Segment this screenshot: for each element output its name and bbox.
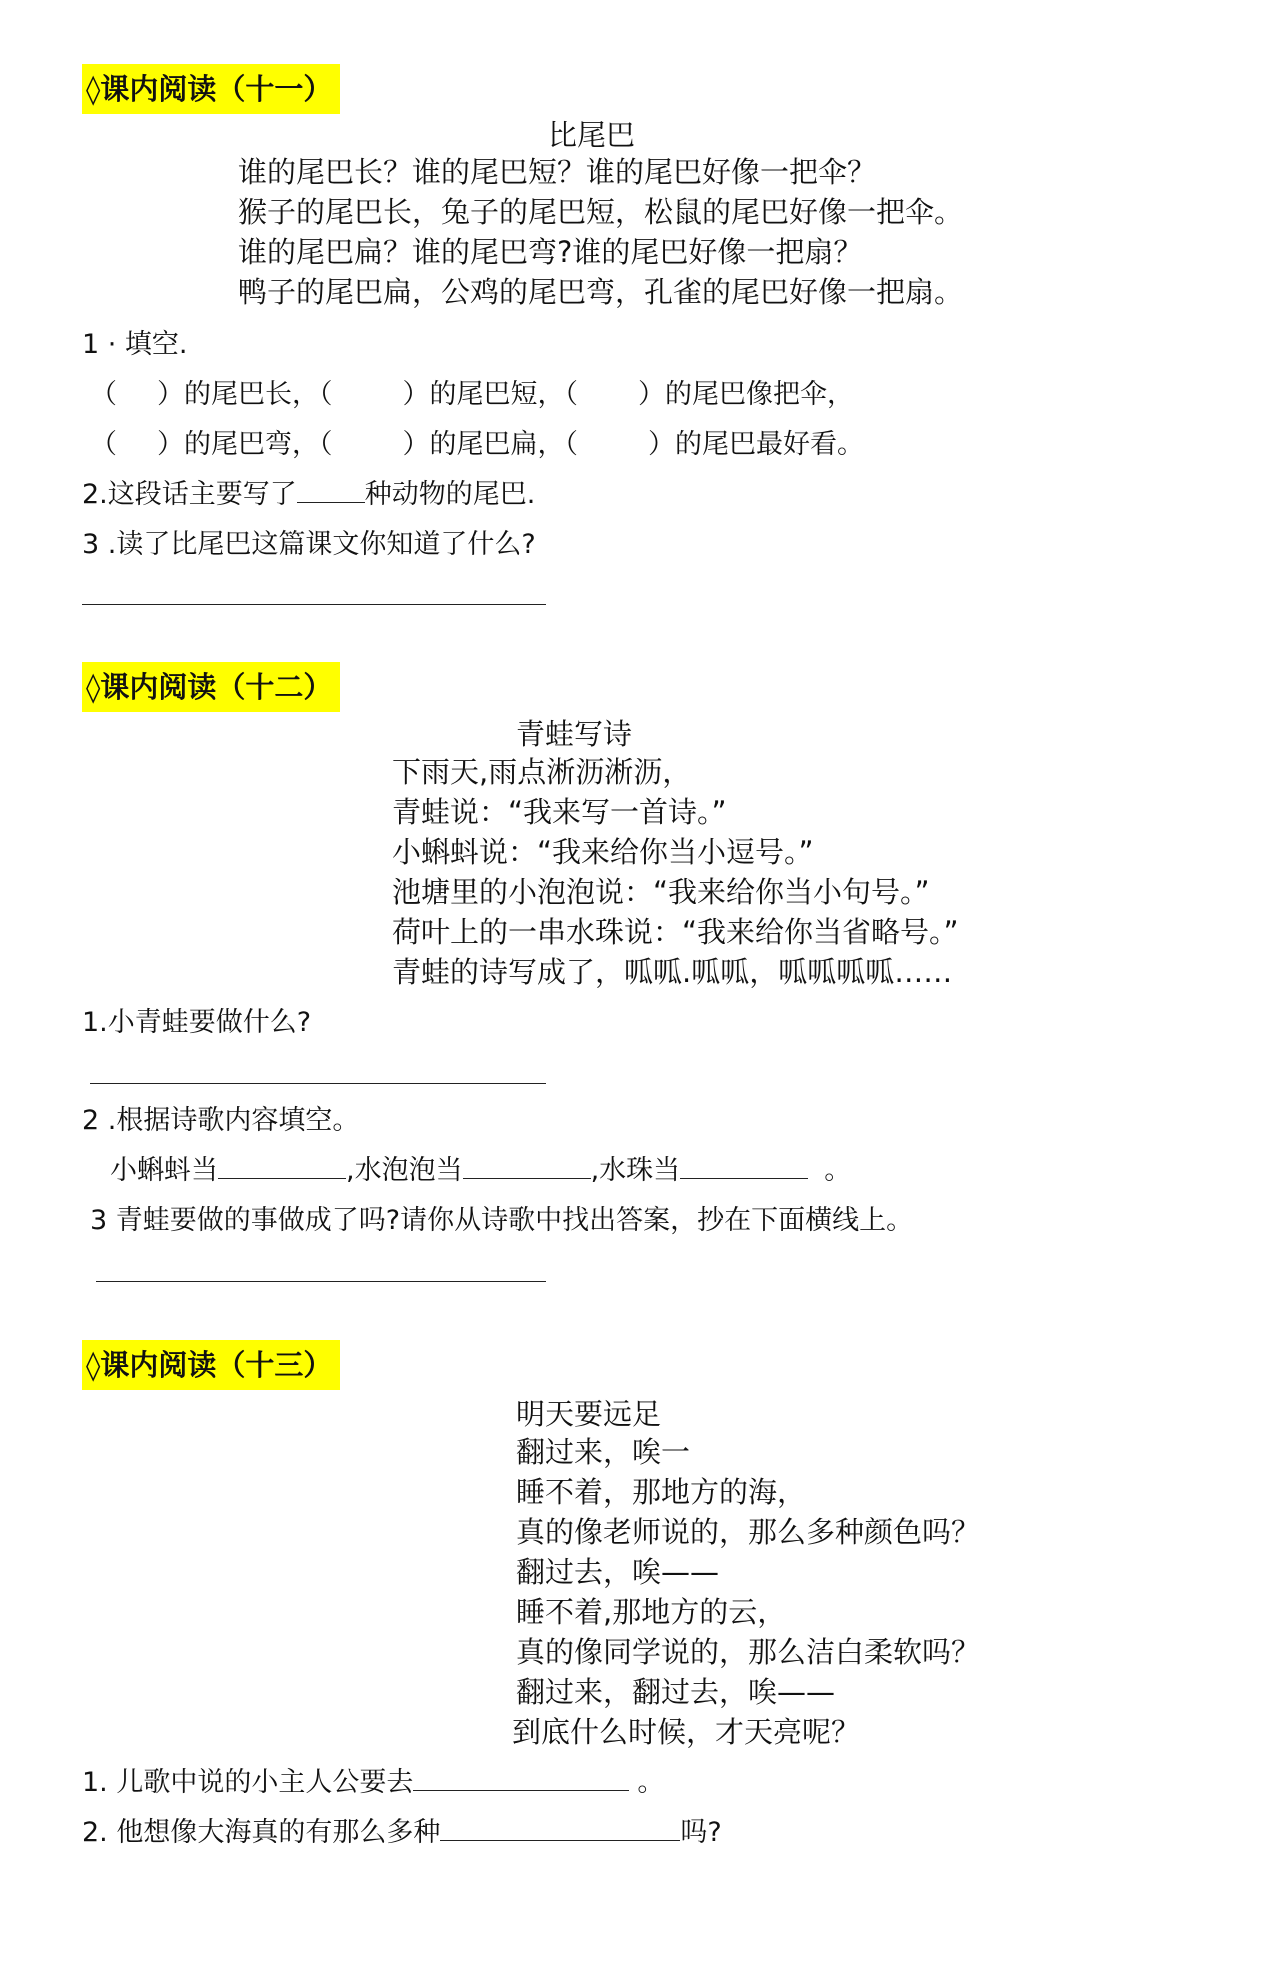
poem-line: 下雨天,雨点淅沥淅沥，: [392, 755, 692, 789]
section-13-poem: [512, 1432, 981, 1752]
poem-line: 鸭子的尾巴扁，公鸡的尾巴弯，孔雀的尾巴好像一把扇。: [238, 275, 964, 309]
s11-question-2: 2.这段话主要写了 种动物的尾巴.: [82, 472, 535, 511]
section-13-title: 明天要远足: [516, 1397, 662, 1431]
section-12-header: ◊课内阅读（十二）: [82, 662, 340, 712]
s12-question-3: 3 青蛙要做的事做成了吗?请你从诗歌中找出答案，抄在下面横线上。: [90, 1205, 914, 1236]
s13-question-1: 1. 儿歌中说的小主人公要去 。: [82, 1760, 664, 1799]
answer-blank[interactable]: [297, 474, 365, 503]
poem-line: 青蛙说：“我来写一首诗。”: [392, 795, 727, 829]
answer-line[interactable]: [82, 604, 546, 605]
section-13-header: ◊课内阅读（十三）: [82, 1340, 340, 1390]
poem-line: 翻过去，唉——: [516, 1555, 720, 1589]
poem-line: 池塘里的小泡泡说：“我来给你当小句号。”: [392, 875, 930, 909]
poem-line: 谁的尾巴长？谁的尾巴短？谁的尾巴好像一把伞？: [238, 155, 877, 189]
answer-blank[interactable]: [413, 1762, 629, 1791]
poem-line: 翻过来，翻过去，唉——: [516, 1675, 836, 1709]
s11-question-1: 1 · 填空.: [82, 329, 188, 360]
poem-line: 荷叶上的一串水珠说：“我来给你当省略号。”: [392, 915, 959, 949]
poem-line: 睡不着，那地方的海，: [516, 1475, 807, 1509]
poem-line: 真的像老师说的，那么多种颜色吗？: [516, 1515, 981, 1549]
answer-blank[interactable]: [680, 1150, 808, 1179]
poem-line: 猴子的尾巴长，兔子的尾巴短，松鼠的尾巴好像一把伞。: [238, 195, 964, 229]
poem-line: 小蝌蚪说：“我来给你当小逗号。”: [392, 835, 814, 869]
section-11-poem: [238, 152, 963, 312]
s11-fill-row-1: （ ）的尾巴长，（ ）的尾巴短，（ ）的尾巴像把伞，: [90, 379, 854, 410]
s12-question-1: 1.小青蛙要做什么?: [82, 1007, 312, 1038]
poem-line: 谁的尾巴扁？谁的尾巴弯?谁的尾巴好像一把扇？: [238, 235, 863, 269]
answer-blank[interactable]: [463, 1150, 591, 1179]
s11-fill-row-2: （ ）的尾巴弯，（ ）的尾巴扁，（ ）的尾巴最好看。: [90, 429, 864, 460]
poem-line: 到底什么时候，才天亮呢？: [512, 1715, 861, 1749]
poem-line: 翻过来，唉一: [516, 1435, 691, 1469]
poem-line: 睡不着,那地方的云，: [516, 1595, 787, 1629]
s12-fill-row: 小蝌蚪当 ,水泡泡当 ,水珠当 。: [110, 1148, 851, 1187]
s12-question-2: 2 .根据诗歌内容填空。: [82, 1105, 360, 1136]
section-12-poem: [392, 752, 959, 992]
section-11-header: ◊课内阅读（十一）: [82, 64, 340, 114]
answer-line[interactable]: [90, 1083, 546, 1084]
section-12-title: 青蛙写诗: [516, 717, 633, 751]
poem-line: 真的像同学说的，那么洁白柔软吗？: [516, 1635, 981, 1669]
poem-line: 青蛙的诗写成了，呱呱.呱呱，呱呱呱呱……: [392, 955, 953, 989]
answer-blank[interactable]: [440, 1812, 680, 1841]
s11-question-3: 3 .读了比尾巴这篇课文你知道了什么?: [82, 529, 536, 560]
section-11-title: 比尾巴: [548, 118, 636, 152]
answer-line[interactable]: [96, 1281, 546, 1282]
answer-blank[interactable]: [218, 1150, 346, 1179]
s13-question-2: 2. 他想像大海真的有那么多种 吗?: [82, 1810, 722, 1849]
